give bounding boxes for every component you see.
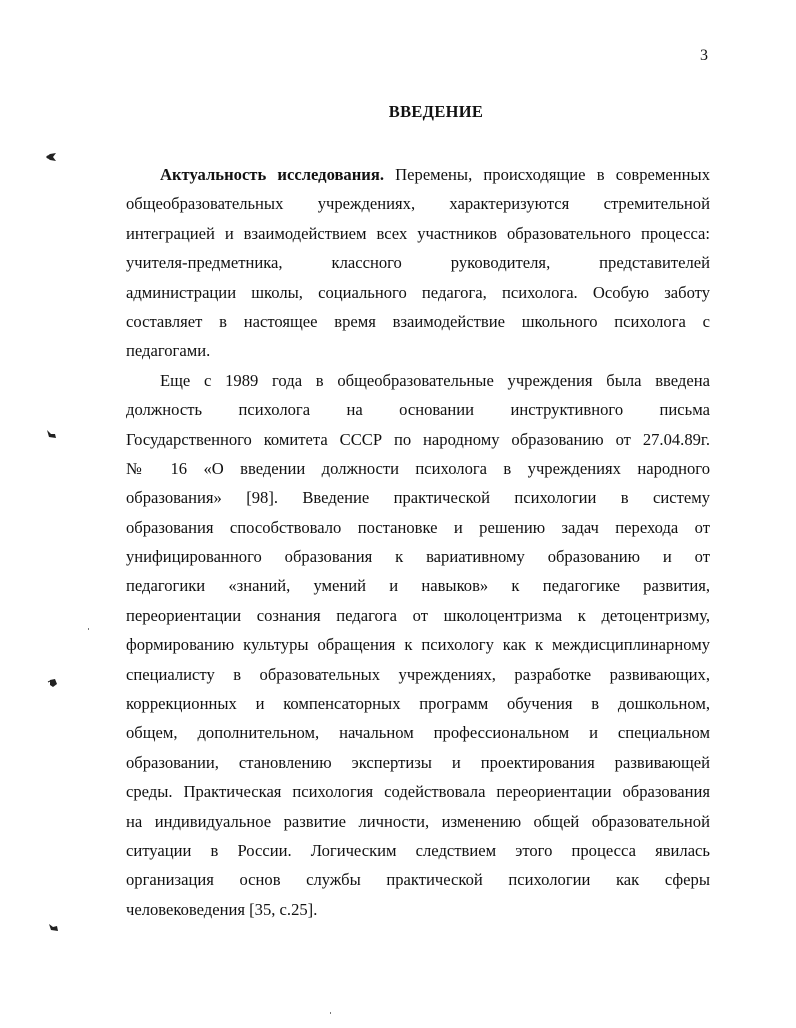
scan-hole-mark-icon [44,151,58,163]
text-line: среды. Практическая психология содействовала переориентации образования [126,782,710,802]
text-line: педагогики «знаний, умений и навыков» к педагогике развития, [126,576,710,596]
text-line: общеобразовательных учреждениях, характеризуются стремительной [126,194,710,214]
text-line: администрации школы, социального педагога, психолога. Особую заботу [126,282,710,302]
section-heading: ВВЕДЕНИЕ [388,102,484,121]
text-line: на индивидуальное развитие личности, изменению общей образовательной [126,811,710,831]
text-line: Еще с 1989 года в общеобразовательные учреждения была введена [160,370,710,390]
text-line-rest: Перемены, происходящие в современных [383,165,710,184]
text-line: педагогами. [126,341,211,361]
text-line: Государственного комитета СССР по народному образованию от 27.04.89г. [126,429,710,449]
text-line: общем, дополнительном, начальном профессиональном и специальном [126,723,710,743]
bold-lead: Актуальность исследования. [160,165,384,184]
text-line: специалисту в образовательных учреждениях, разработке развивающих, [126,664,710,684]
text-line: должность психолога на основании инструктивного письма [126,400,710,420]
text-line: интеграцией и взаимодействием всех участников образовательного процесса: [126,223,710,243]
text-line: образования» [98]. Введение практической психологии в систему [126,488,710,508]
text-line: организация основ службы практической психологии как сферы [126,870,710,890]
page-number: 3 [700,47,708,64]
scan-hole-mark-icon [46,921,60,933]
text-line: образовании, становлению экспертизы и проектирования развивающей [126,752,710,772]
text-line: составляет в настоящее время взаимодействие школьного психолога с [126,311,710,331]
text-line: учителя-предметника, классного руководителя, представителей [126,253,710,273]
document-body [126,160,710,924]
text-line: образования способствовало постановке и решению задач перехода от [126,517,710,537]
text-line: коррекционных и компенсаторных программ обучения в дошкольном, [126,694,710,714]
text-line [126,160,710,189]
scan-speck [330,1012,331,1014]
scan-hole-mark-icon [47,677,59,689]
text-line: человековедения [35, с.25]. [126,899,318,919]
scan-hole-mark-icon [44,428,58,440]
scan-speck [88,628,89,630]
text-line: унифицированного образования к вариативному образованию и от [126,547,710,567]
text-line: ситуации в России. Логическим следствием этого процесса явилась [126,840,710,860]
text-line: № 16 «О введении должности психолога в учреждениях народного [126,458,710,478]
text-line: формированию культуры обращения к психологу как к междисциплинарному [126,635,710,655]
text-line: переориентации сознания педагога от школоцентризма к детоцентризму, [126,605,710,625]
